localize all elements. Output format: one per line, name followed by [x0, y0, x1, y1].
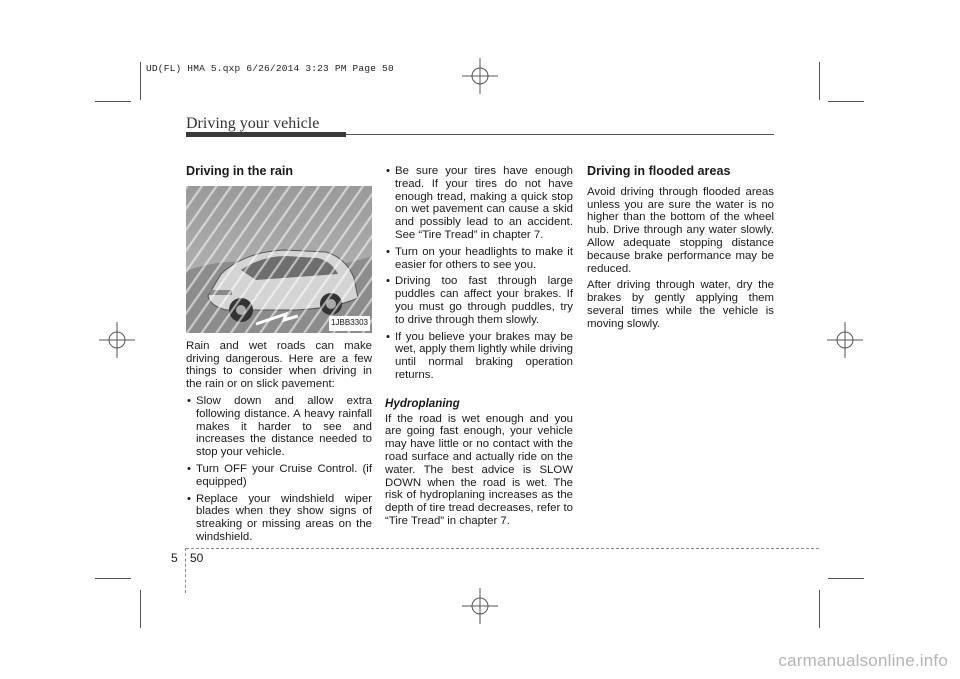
- flooded-text: After driving through water, dry the brakes by gently applying them several times while the vehicle is moving slowly.: [587, 279, 774, 330]
- crop-mark: [95, 101, 131, 102]
- rain-tips-list-2: [385, 165, 573, 382]
- registration-mark-icon: [827, 322, 863, 358]
- crop-mark: [95, 578, 131, 579]
- crop-mark: [140, 62, 141, 100]
- crop-mark: [819, 62, 820, 100]
- list-item: • Replace your windshield wiper blades when they show signs of streaking or missing areas on the windshield.: [186, 493, 372, 544]
- print-slug: UD(FL) HMA 5.qxp 6/26/2014 3:23 PM Page 50: [146, 63, 394, 74]
- list-item: • Driving too fast through large puddles can affect your brakes. If you must go through puddles, try to drive through them slowly.: [385, 275, 573, 326]
- section-heading-rain: Driving in the rain: [186, 164, 294, 178]
- list-item: • Turn on your headlights to make it easier for others to see you.: [385, 246, 573, 272]
- list-item: • Turn OFF your Cruise Control. (if equipped): [186, 463, 372, 489]
- watermark-text: carmanualsonline.info: [778, 651, 948, 670]
- footer-rule: [186, 548, 819, 549]
- list-item: • If you believe your brakes may be wet, apply them lightly while driving until normal braking operation returns.: [385, 331, 573, 382]
- rain-car-illustration: [186, 186, 372, 333]
- column-1: [186, 165, 372, 548]
- registration-mark-icon: [462, 588, 498, 624]
- list-item: • Slow down and allow extra following distance. A heavy rainfall makes it harder to see and increases the distance needed to stop your vehicle.: [186, 395, 372, 459]
- page-header-title: Driving your vehicle: [186, 115, 320, 132]
- crop-mark: [828, 101, 864, 102]
- column-3: [587, 165, 774, 335]
- registration-mark-icon: [462, 58, 498, 94]
- section-heading-flooded: Driving in flooded areas: [587, 164, 731, 178]
- crop-mark: [828, 578, 864, 579]
- list-item: • Be sure your tires have enough tread. If your tires do not have enough tread, making a quick stop on wet pavement can cause a skid and possibly lead to an accident. See “Tire Tread” in chapter 7.: [385, 165, 573, 242]
- crop-mark: [140, 590, 141, 628]
- hydroplaning-text: If the road is wet enough and you are going fast enough, your vehicle may have little or no contact with the road surface and actually ride on the water. The best advice is SLOW DOWN when the road is wet. The risk of hydroplaning increases as the depth of tire tread decreases, refer to “Tire Tread” in chapter 7.: [385, 412, 573, 527]
- header-bar: [186, 132, 346, 137]
- flooded-text: Avoid driving through flooded areas unless you are sure the water is no higher than the bottom of the wheel hub. Drive through any water slowly. Allow adequate stopping distance because brake performance may be reduced.: [587, 185, 774, 275]
- page-number: 50: [190, 551, 204, 565]
- subheading-hydroplaning: Hydroplaning: [385, 396, 460, 410]
- registration-mark-icon: [99, 322, 135, 358]
- rain-tips-list-1: [186, 395, 372, 544]
- column-2: [385, 165, 573, 532]
- car-in-rain-icon: [186, 186, 372, 333]
- figure-code: 1JBB3303: [329, 316, 370, 331]
- crop-mark: [819, 590, 820, 628]
- footer-divider: [185, 548, 186, 593]
- chapter-number: 5: [171, 551, 178, 565]
- rain-intro-text: Rain and wet roads can make driving dangerous. Here are a few things to consider when driving in the rain or on slick pavement:: [186, 339, 372, 391]
